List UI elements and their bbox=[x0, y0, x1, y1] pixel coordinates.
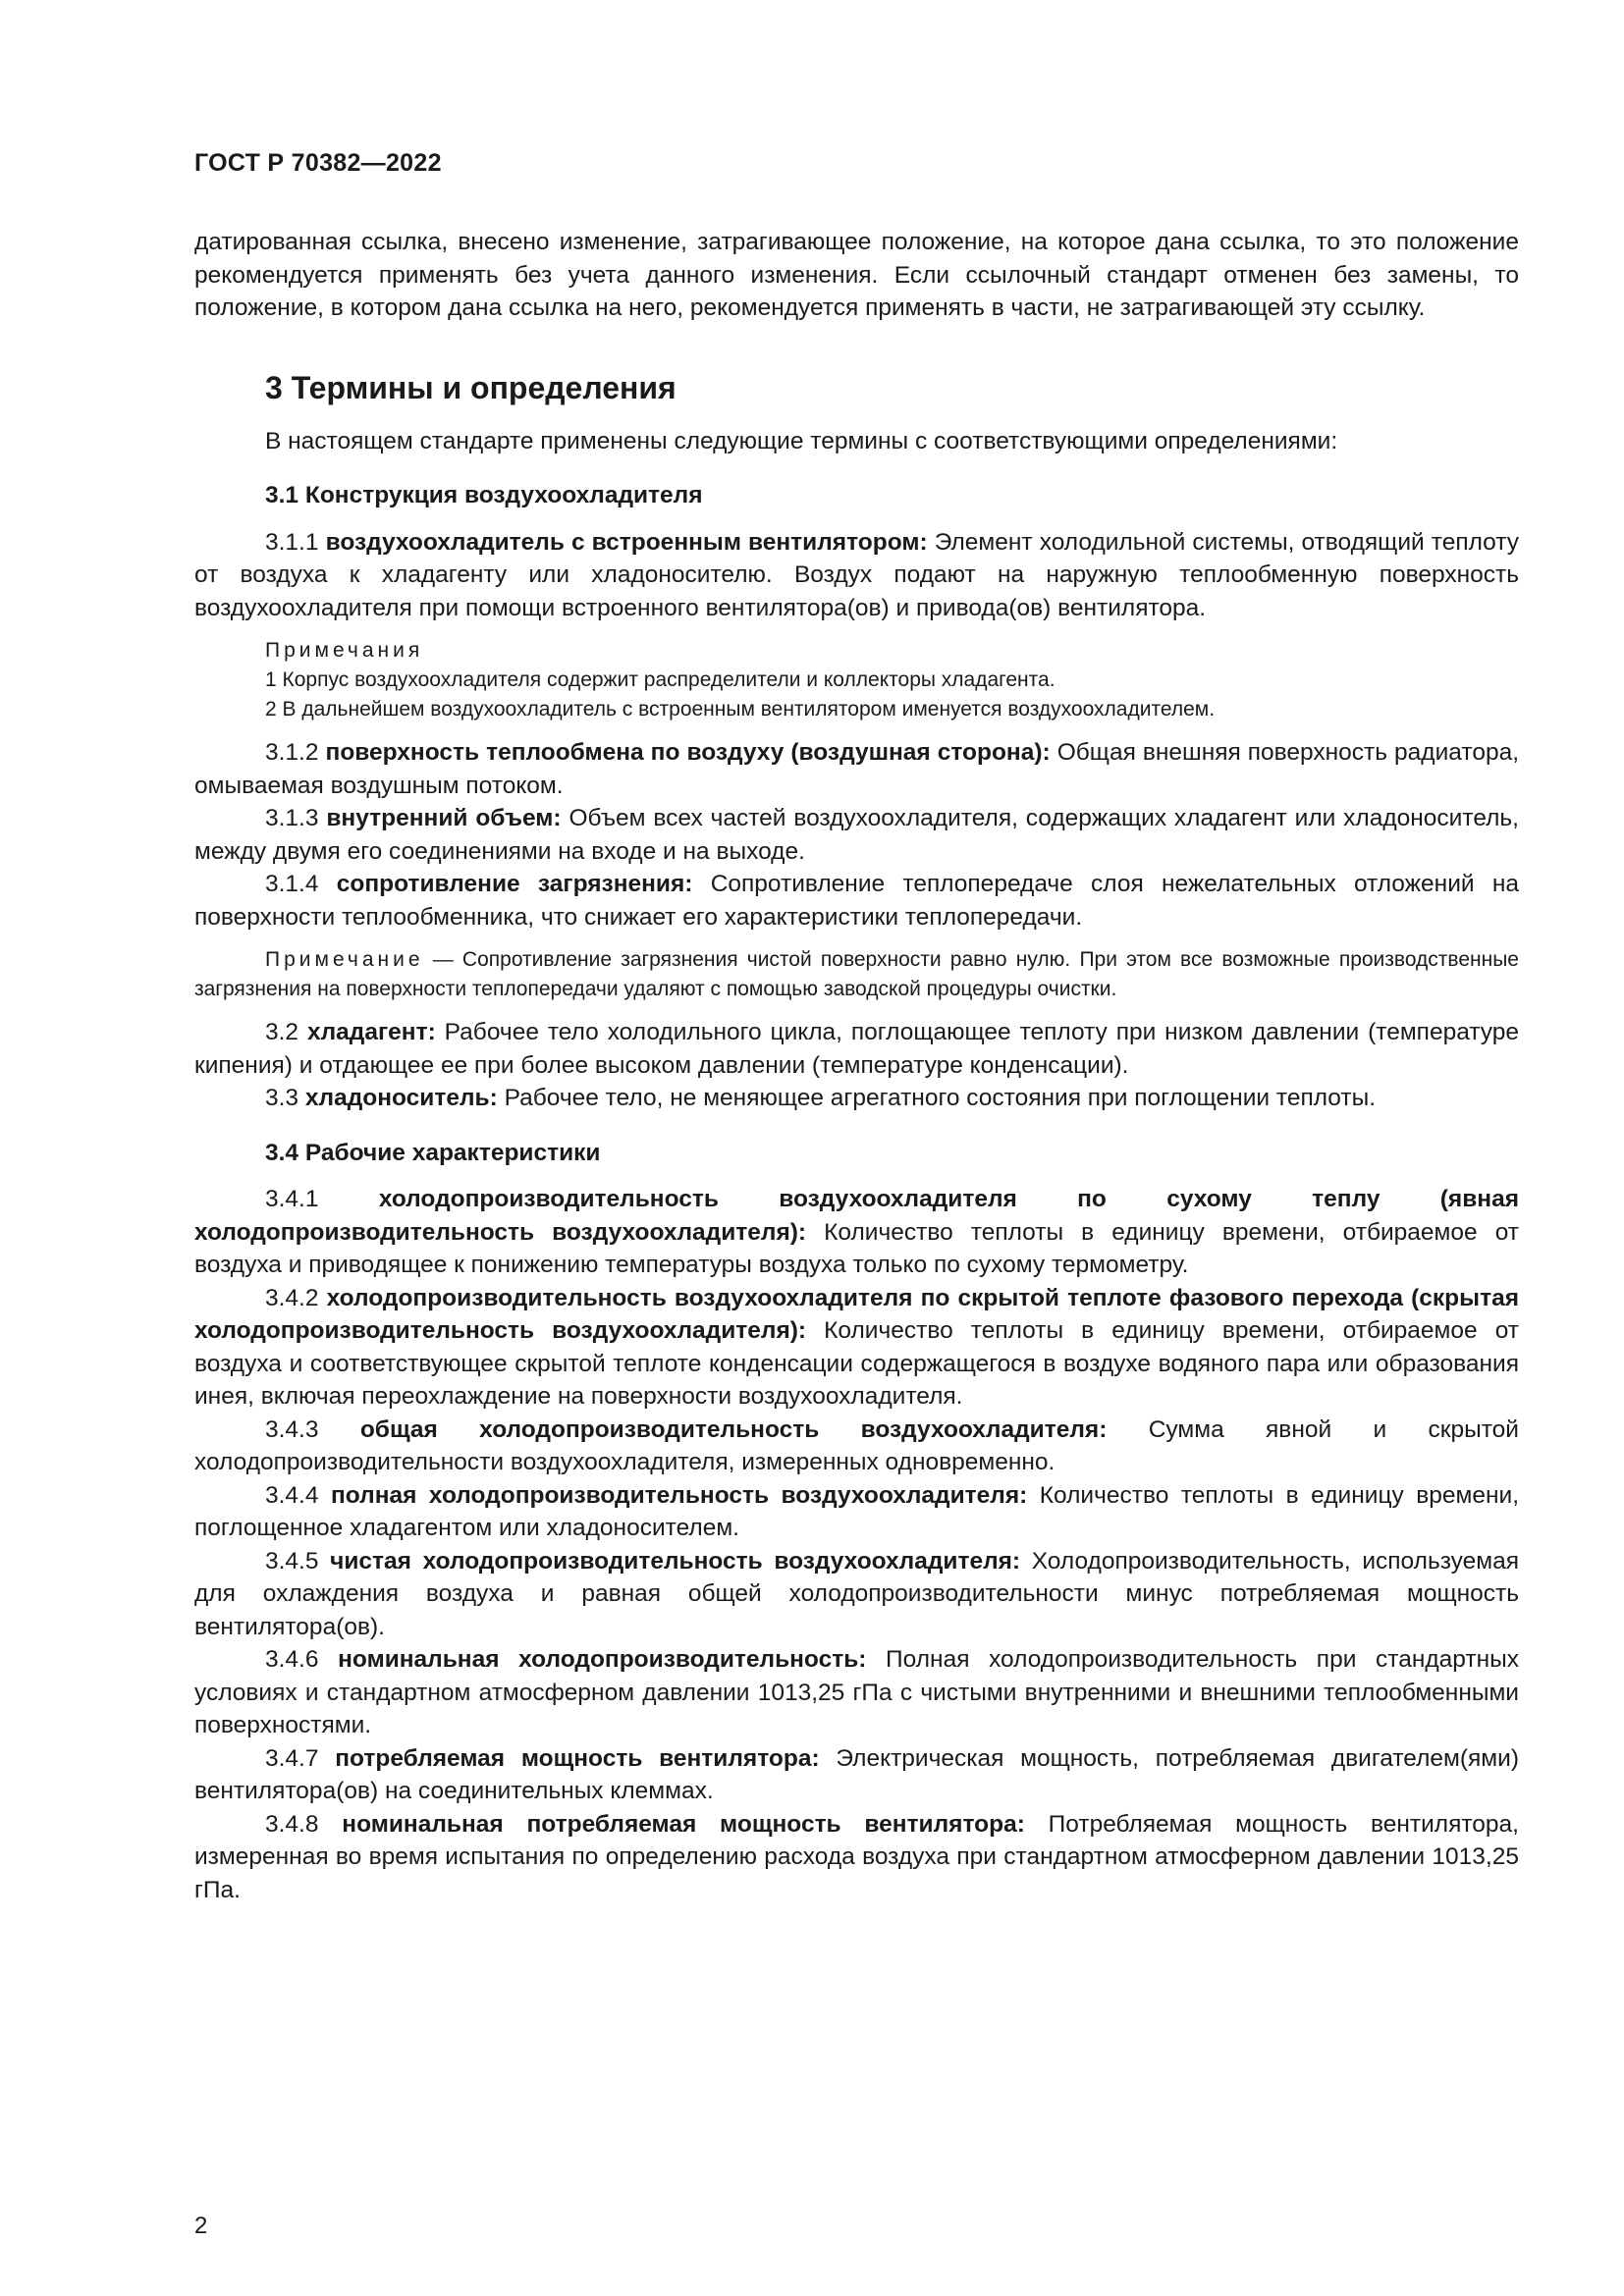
term-3-1-4 bbox=[194, 868, 1519, 934]
term-definition: Количество теплоты в единицу времени, отбираемое от воздуха и приводящее к понижению температуры воздуха только по сухому термометру. bbox=[194, 1218, 1520, 1278]
term-number: 3.4.2 bbox=[265, 1284, 319, 1311]
term-3-4-8 bbox=[194, 1808, 1519, 1907]
term-name: сопротивление загрязнения: bbox=[336, 871, 693, 897]
term-3-1-1 bbox=[194, 526, 1519, 625]
term-3-3 bbox=[194, 1082, 1519, 1115]
term-definition: Количество теплоты в единицу времени, поглощенное хладагентом или хладоносителем. bbox=[194, 1481, 1519, 1541]
term-name: воздухоохладитель с встроенным вентилятором: bbox=[325, 528, 928, 556]
term-name: хладагент: bbox=[306, 1019, 436, 1045]
document-header: ГОСТ Р 70382—2022 bbox=[194, 149, 442, 177]
section-3-1-title: 3.1 Конструкция воздухоохладителя bbox=[265, 482, 703, 508]
term-definition: Полная холодопроизводительность при стандартных условиях и стандартном атмосферном давлении 1013,25 гПа с чистыми внутренними и внешними теплообменными поверхностями. bbox=[194, 1646, 1519, 1738]
term-name: чистая холодопроизводительность воздухоохладителя: bbox=[330, 1547, 1021, 1575]
term-number: 3.1.1 bbox=[265, 528, 319, 556]
term-3-1-2 bbox=[194, 736, 1519, 802]
term-number: 3.1.2 bbox=[265, 739, 319, 766]
note-3-1-4 bbox=[194, 945, 1519, 1004]
term-definition: Электрическая мощность, потребляемая двигателем(ями) вентилятора(ов) на соединительных клеммах. bbox=[194, 1744, 1519, 1804]
term-definition: Сумма явной и скрытой холодопроизводительности воздухоохладителя, измеренных одновременно. bbox=[194, 1415, 1519, 1475]
term-name: внутренний объем: bbox=[326, 805, 562, 831]
notes-heading: Примечания bbox=[265, 639, 424, 662]
term-number: 3.4.4 bbox=[265, 1481, 319, 1509]
spacer bbox=[194, 624, 1519, 636]
term-number: 3.4.7 bbox=[265, 1744, 319, 1772]
term-definition: Рабочее тело, не меняющее агрегатного состояния при поглощении теплоты. bbox=[504, 1085, 1377, 1111]
term-definition: Сопротивление теплопередаче слоя нежелательных отложений на поверхности теплообменника, что снижает его характеристики теплопередачи. bbox=[194, 871, 1519, 931]
note-text: — Сопротивление загрязнения чистой поверхности равно нулю. При этом все возможные производственные загрязнения на поверхности теплопередачи удаляют с помощью заводской процедуры очистки. bbox=[194, 948, 1519, 1000]
term-name: потребляемая мощность вентилятора: bbox=[335, 1744, 820, 1772]
term-number: 3.1.3 bbox=[265, 805, 319, 831]
term-3-4-5 bbox=[194, 1545, 1519, 1644]
intro-paragraph: датированная ссылка, внесено изменение, затрагивающее положение, на которое дана ссылка, то это положение рекомендуется применять без учета данного изменения. Если ссылочный стандарт отменен без замены, то положение, в котором дана ссылка на него, рекомендуется применять в части, не затрагивающей эту ссылку. bbox=[194, 229, 1519, 321]
term-definition: Холодопроизводительность, используемая для охлаждения воздуха и равная общей холодопроизводительности минус потребляемая мощность вентилятора(ов). bbox=[194, 1547, 1520, 1640]
term-3-4-3 bbox=[194, 1414, 1519, 1479]
note-2: 2 В дальнейшем воздухоохладитель с встроенным вентилятором именуется воздухоохладителем. bbox=[265, 698, 1216, 721]
page-number: 2 bbox=[194, 2213, 208, 2239]
term-name: общая холодопроизводительность воздухоохладителя: bbox=[359, 1415, 1108, 1443]
term-3-4-4 bbox=[194, 1479, 1519, 1545]
term-name: холодопроизводительность воздухоохладителя по сухому теплу (явная холодопроизводительность воздухоохладителя): bbox=[194, 1186, 1519, 1246]
term-number: 3.1.4 bbox=[265, 871, 319, 897]
term-number: 3.3 bbox=[265, 1085, 299, 1111]
term-definition: Объем всех частей воздухоохладителя, содержащих хладагент или хладоноситель, между двумя его соединениями на входе и на выходе. bbox=[194, 805, 1519, 865]
term-number: 3.4.3 bbox=[265, 1415, 319, 1443]
term-3-4-6 bbox=[194, 1643, 1519, 1742]
term-name: поверхность теплообмена по воздуху (воздушная сторона): bbox=[325, 739, 1051, 766]
term-definition: Элемент холодильной системы, отводящий теплоту от воздуха к хладагенту или хладоносителю. Воздух подают на наружную теплообменную поверхность воздухоохладителя при помощи встроенного вентилятора(ов) и привода(ов) вентилятора. bbox=[194, 528, 1520, 621]
term-name: хладоноситель: bbox=[304, 1085, 498, 1111]
term-name: полная холодопроизводительность воздухоохладителя: bbox=[331, 1481, 1028, 1509]
term-name: холодопроизводительность воздухоохладителя по скрытой теплоте фазового перехода (скрытая холодопроизводительность воздухоохладителя): bbox=[194, 1284, 1519, 1344]
spacer bbox=[194, 934, 1519, 945]
term-3-2 bbox=[194, 1016, 1519, 1082]
spacer bbox=[194, 1004, 1519, 1016]
term-3-4-2 bbox=[194, 1282, 1519, 1414]
term-definition: Общая внешняя поверхность радиатора, омываемая воздушным потоком. bbox=[194, 739, 1520, 799]
term-definition: Рабочее тело холодильного цикла, поглощающее теплоту при низком давлении (температуре кипения) и отдающее ее при более высоком давлении (температуре конденсации). bbox=[194, 1019, 1519, 1079]
term-definition: Потребляемая мощность вентилятора, измеренная во время испытания по определению расхода воздуха при стандартном атмосферном давлении 1013,25 гПа. bbox=[194, 1810, 1519, 1903]
term-definition: Количество теплоты в единицу времени, отбираемое от воздуха и соответствующее скрытой теплоте конденсации содержащегося в воздухе водяного пара или образования инея, включая переохлаждение на поверхности воздухоохладителя. bbox=[194, 1317, 1520, 1410]
term-number: 3.2 bbox=[265, 1019, 299, 1045]
section-3-4-title: 3.4 Рабочие характеристики bbox=[265, 1139, 601, 1166]
term-number: 3.4.1 bbox=[265, 1186, 319, 1212]
term-number: 3.4.6 bbox=[265, 1646, 319, 1673]
term-number: 3.4.5 bbox=[265, 1547, 319, 1575]
spacer bbox=[194, 724, 1519, 736]
section-3-intro: В настоящем стандарте применены следующие термины с соответствующими определениями: bbox=[265, 427, 1338, 454]
term-3-4-1 bbox=[194, 1183, 1519, 1282]
document-body bbox=[194, 226, 1519, 1906]
term-3-1-3 bbox=[194, 802, 1519, 868]
note-1: 1 Корпус воздухоохладителя содержит распределители и коллекторы хладагента. bbox=[265, 668, 1056, 691]
note-label: Примечание bbox=[265, 948, 424, 971]
term-number: 3.4.8 bbox=[265, 1810, 319, 1838]
term-name: номинальная холодопроизводительность: bbox=[338, 1646, 867, 1673]
section-3-title: 3 Термины и определения bbox=[265, 369, 677, 405]
term-3-4-7 bbox=[194, 1742, 1519, 1808]
term-name: номинальная потребляемая мощность вентилятора: bbox=[342, 1810, 1025, 1838]
